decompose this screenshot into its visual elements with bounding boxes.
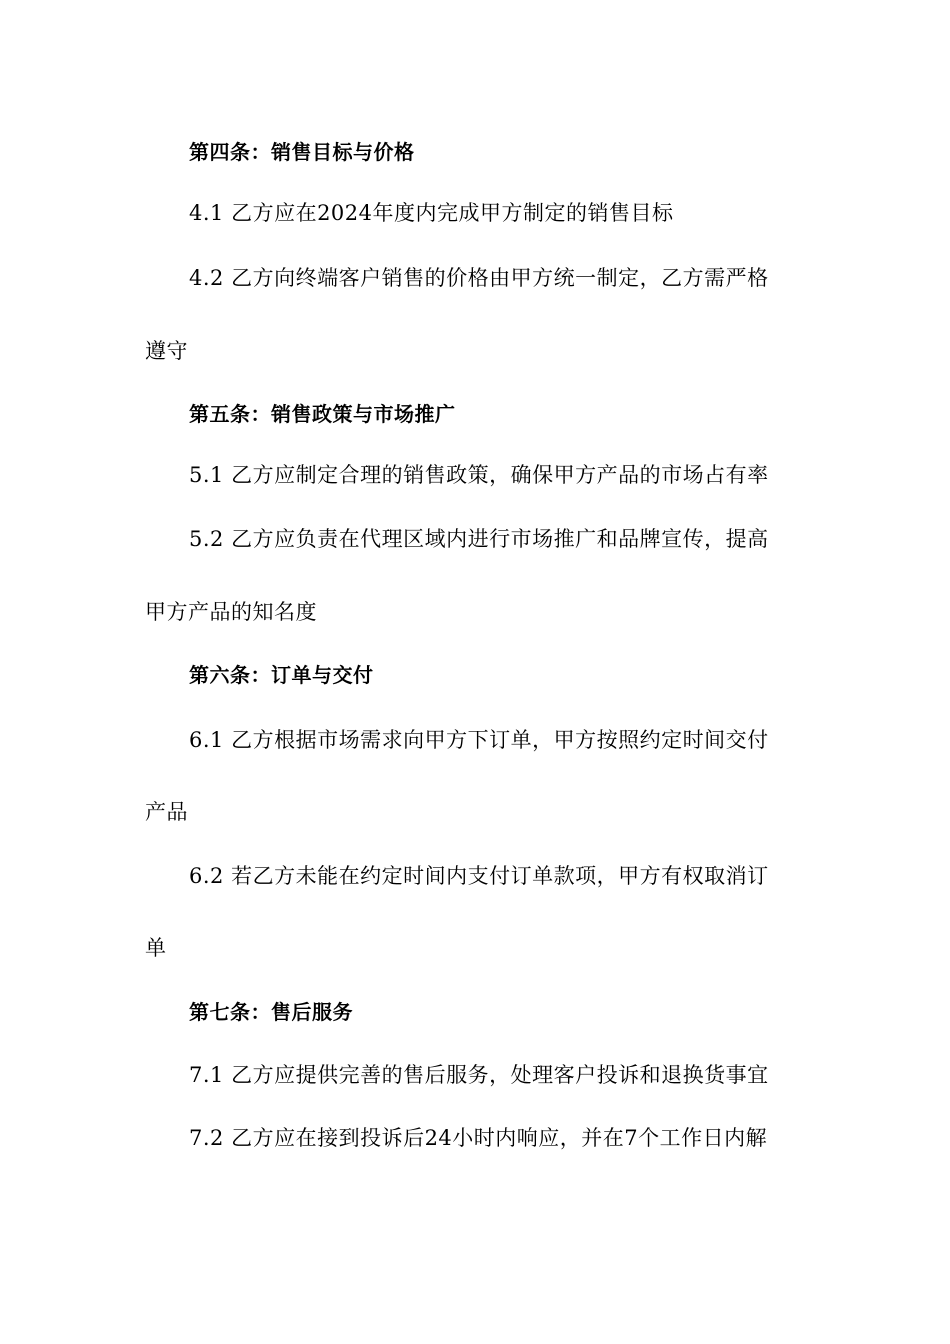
- clause-4-2: 4.2 乙方向终端客户销售的价格由甲方统一制定，乙方需严格: [189, 266, 769, 290]
- section-heading-5: 第五条：销售政策与市场推广: [189, 402, 456, 426]
- clause-7-2: 7.2 乙方应在接到投诉后24小时内响应，并在7个工作日内解: [189, 1126, 768, 1150]
- clause-7-1: 7.1 乙方应提供完善的售后服务，处理客户投诉和退换货事宜: [189, 1063, 769, 1087]
- section-heading-6: 第六条：订单与交付: [189, 663, 374, 687]
- clause-5-2-continued: 甲方产品的知名度: [145, 600, 317, 624]
- clause-6-2-continued: 单: [145, 936, 167, 960]
- clause-6-2: 6.2 若乙方未能在约定时间内支付订单款项，甲方有权取消订: [189, 864, 769, 888]
- section-heading-4: 第四条：销售目标与价格: [189, 140, 415, 164]
- section-heading-7: 第七条：售后服务: [189, 1000, 353, 1024]
- clause-5-1: 5.1 乙方应制定合理的销售政策，确保甲方产品的市场占有率: [189, 463, 769, 487]
- clause-6-1: 6.1 乙方根据市场需求向甲方下订单，甲方按照约定时间交付: [189, 728, 769, 752]
- clause-6-1-continued: 产品: [145, 800, 188, 824]
- clause-5-2: 5.2 乙方应负责在代理区域内进行市场推广和品牌宣传，提高: [189, 527, 769, 551]
- clause-4-1: 4.1 乙方应在2024年度内完成甲方制定的销售目标: [189, 201, 674, 225]
- clause-4-2-continued: 遵守: [145, 339, 188, 363]
